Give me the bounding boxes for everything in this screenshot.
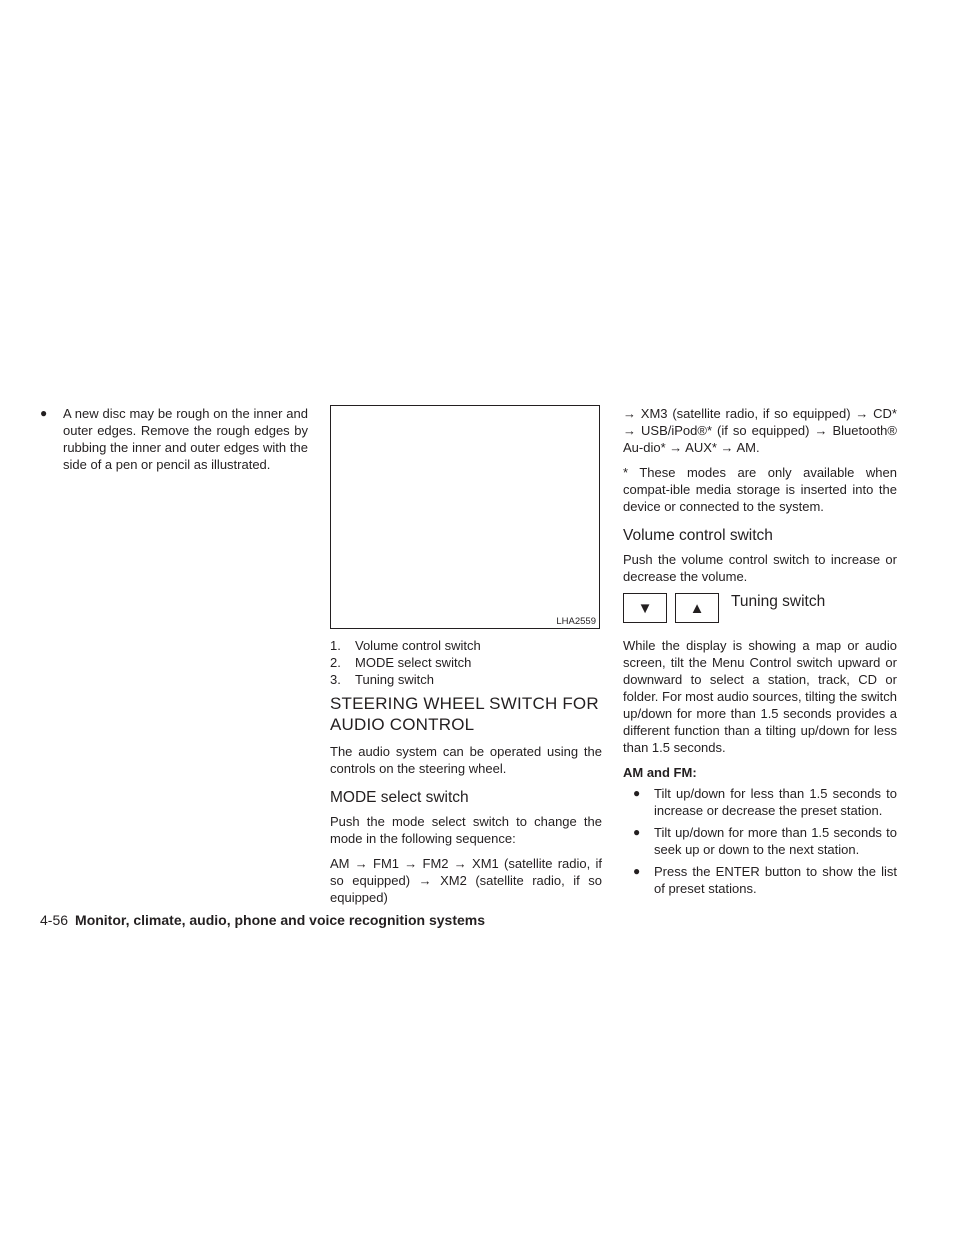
page-footer: [40, 911, 485, 929]
caption-number: 2.: [330, 655, 341, 670]
caption-number: 3.: [330, 672, 341, 687]
chapter-title: Monitor, climate, audio, phone and voice recognition systems: [75, 912, 485, 928]
volume-heading: Volume control switch: [623, 527, 773, 544]
caption-item: [330, 654, 602, 671]
column-middle: [330, 405, 602, 914]
triangle-down-icon: ▼: [637, 599, 653, 617]
tuning-heading-row: [623, 593, 897, 625]
caption-item: [330, 671, 602, 688]
mode-sequence-text: AM → FM1 → FM2 → XM1 (satellite radio, if so equipped) → XM2 (satellite radio, if so equipped): [330, 856, 602, 905]
tune-up-key-icon: [675, 593, 719, 623]
column-left: [40, 405, 308, 481]
am-fm-heading: AM and FM:: [623, 765, 697, 780]
triangle-up-icon: ▲: [689, 599, 705, 617]
bullet-item: [40, 405, 308, 473]
tune-down-key-icon: [623, 593, 667, 623]
bullet-text: A new disc may be rough on the inner and outer edges. Remove the rough edges by rubbing the inner and outer edges with the side of a pen or pencil as illustrated.: [63, 406, 308, 472]
figure-code: LHA2559: [556, 616, 596, 627]
tuning-text: While the display is showing a map or audio screen, tilt the Menu Control switch upward or downward to select a station, track, CD or folder. For most audio sources, tilting the switch up/down for more than 1.5 seconds provides a different function than a tilting up/down for less than 1.5 seconds.: [623, 638, 897, 755]
caption-text: Volume control switch: [355, 638, 481, 653]
bullet-text: Tilt up/down for less than 1.5 seconds to increase or decrease the preset station.: [654, 786, 897, 818]
caption-item: [330, 637, 602, 654]
illustration-frame: [330, 405, 600, 629]
bullet-icon: ●: [40, 406, 48, 420]
tuning-heading: Tuning switch: [731, 593, 826, 610]
bullet-item: [633, 824, 897, 858]
caption-text: MODE select switch: [355, 655, 472, 670]
column-right: [623, 405, 897, 902]
mode-note: * These modes are only available when compat-ible media storage is inserted into the device or connected to the system.: [623, 465, 897, 514]
caption-text: Tuning switch: [355, 672, 434, 687]
bullet-icon: ●: [633, 864, 641, 878]
mode-heading: MODE select switch: [330, 789, 469, 806]
bullet-text: Press the ENTER button to show the list of preset stations.: [654, 864, 897, 896]
bullet-text: Tilt up/down for more than 1.5 seconds to seek up or down to the next station.: [654, 825, 897, 857]
bullet-item: [633, 863, 897, 897]
bullet-icon: ●: [633, 786, 641, 800]
bullet-icon: ●: [633, 825, 641, 839]
page-number: 4-56: [40, 912, 69, 928]
mode-sequence-continued: → XM3 (satellite radio, if so equipped) → CD* → USB/iPod®* (if so equipped) → Bluetooth® Au-dio* → AUX* → AM.: [623, 406, 897, 455]
section-intro: The audio system can be operated using the controls on the steering wheel.: [330, 744, 602, 776]
bullet-item: [633, 785, 897, 819]
figure-caption-list: [330, 637, 602, 688]
volume-text: Push the volume control switch to increase or decrease the volume.: [623, 552, 897, 584]
caption-number: 1.: [330, 638, 341, 653]
mode-text: Push the mode select switch to change the mode in the following sequence:: [330, 814, 602, 846]
section-heading: STEERING WHEEL SWITCH FOR AUDIO CONTROL: [330, 694, 599, 734]
